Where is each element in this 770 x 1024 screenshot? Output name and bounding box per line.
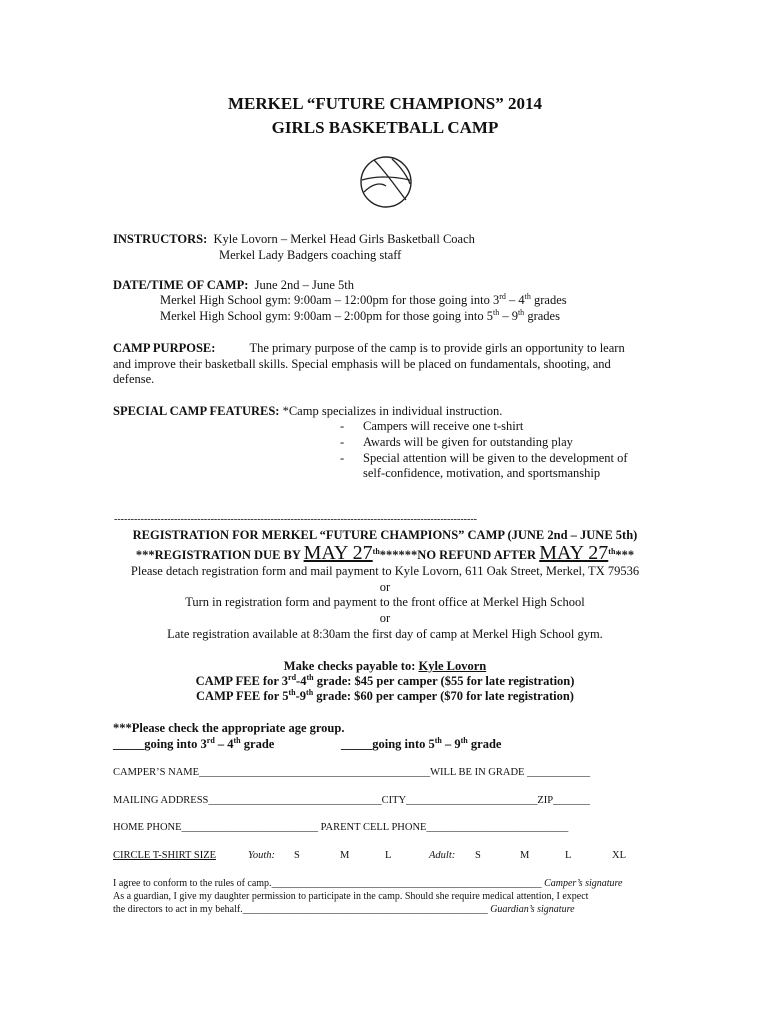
- grade-blank-field[interactable]: _____________: [361, 767, 431, 778]
- youth-size-s[interactable]: S: [294, 850, 300, 861]
- page-subtitle: GIRLS BASKETBALL CAMP: [271, 118, 499, 137]
- mailing-address-field[interactable]: _________________________________: [208, 795, 382, 806]
- instructors-line1: Kyle Lovorn – Merkel Head Girls Basketball Coach: [213, 232, 475, 246]
- instructors-line2: Merkel Lady Badgers coaching staff: [219, 248, 402, 262]
- camper-signature-field[interactable]: ______________________________________________________: [271, 878, 542, 889]
- purpose-line3: defense.: [113, 372, 155, 386]
- tshirt-size-label: CIRCLE T-SHIRT SIZE: [113, 850, 217, 861]
- page-title: MERKEL “FUTURE CHAMPIONS” 2014: [227, 94, 543, 113]
- adult-label: Adult:: [429, 850, 456, 861]
- city-label: CITY: [381, 795, 407, 806]
- features-row: [113, 404, 502, 419]
- registration-turn-in: Turn in registration form and payment to the front office at Merkel High School: [185, 595, 585, 609]
- mailing-address-label: MAILING ADDRESS: [113, 795, 209, 806]
- dates-line1: Merkel High School gym: 9:00am – 12:00pm for those going into 3rd – 4th grades: [160, 291, 567, 307]
- dates-label: DATE/TIME OF CAMP:: [113, 278, 249, 292]
- city-field[interactable]: _________________________: [406, 795, 538, 806]
- instructors-row: [113, 232, 475, 247]
- detach-divider: -------------------------------------------------------------------------------------------------------------: [114, 514, 477, 525]
- adult-size-l[interactable]: L: [565, 850, 572, 861]
- camper-signature-label: Camper’s signature: [544, 878, 623, 889]
- purpose-row: [113, 341, 625, 356]
- agreement-line2: As a guardian, I give my daughter permission to participate in the camp. Should she require medical attention, I expect: [113, 891, 589, 902]
- age-option-5-9[interactable]: _____going into 5th – 9th grade: [341, 735, 502, 751]
- home-phone-label: HOME PHONE: [113, 822, 182, 833]
- address-row: [113, 795, 590, 806]
- basketball-icon: [358, 154, 414, 210]
- payable-line: Make checks payable to: Kyle Lovorn: [283, 659, 487, 673]
- features-bullet: -: [340, 419, 345, 433]
- registration-due: ***REGISTRATION DUE BY MAY 27th******NO REFUND AFTER MAY 27th***: [135, 542, 635, 564]
- registration-mail: Please detach registration form and mail payment to Kyle Lovorn, 611 Oak Street, Merkel, TX 79536: [130, 564, 640, 578]
- purpose-label: CAMP PURPOSE:: [113, 341, 216, 355]
- dates-row: [113, 278, 354, 293]
- grade-label: WILL BE IN GRADE: [430, 767, 528, 778]
- camper-name-label: CAMPER’S NAME: [113, 767, 200, 778]
- registration-late: Late registration available at 8:30am the first day of camp at Merkel High School gym.: [167, 627, 603, 641]
- dates-line2: Merkel High School gym: 9:00am – 2:00pm for those going into 5th – 9th grades: [160, 307, 560, 323]
- features-item3-cont: self-confidence, motivation, and sportsmanship: [363, 466, 601, 480]
- agreement-line3: the directors to act in my behalf._________________________________________________ Guardian’s signature: [113, 904, 575, 915]
- features-bullet: -: [340, 435, 345, 449]
- age-group-heading: ***Please check the appropriate age group.: [113, 721, 345, 735]
- instructors-label: INSTRUCTORS:: [113, 232, 208, 246]
- adult-size-xl[interactable]: XL: [612, 850, 626, 861]
- parent-cell-field[interactable]: ___________________________: [426, 822, 569, 833]
- purpose-line1: The primary purpose of the camp is to provide girls an opportunity to learn: [249, 341, 625, 355]
- features-label: SPECIAL CAMP FEATURES:: [113, 404, 280, 418]
- dates-range: June 2nd – June 5th: [254, 278, 354, 292]
- youth-size-l[interactable]: L: [385, 850, 392, 861]
- registration-heading: REGISTRATION FOR MERKEL “FUTURE CHAMPIONS” CAMP (JUNE 2nd – JUNE 5th): [132, 528, 638, 542]
- camper-name-field[interactable]: _______________________________: [199, 767, 362, 778]
- camp-fee-2: CAMP FEE for 5th-9th grade: $60 per camper ($70 for late registration): [196, 687, 574, 703]
- purpose-line2: and improve their basketball skills. Special emphasis will be placed on fundamentals, shooting, and: [113, 357, 611, 371]
- agreement-line1: I agree to conform to the rules of camp.______________________________________________________ Camper’s signature: [113, 878, 623, 889]
- camper-name-row: [113, 767, 590, 778]
- adult-size-m[interactable]: M: [520, 850, 530, 861]
- features-intro: *Camp specializes in individual instruction.: [282, 404, 503, 418]
- zip-field[interactable]: _______: [553, 795, 590, 806]
- age-option-3-4[interactable]: _____going into 3rd – 4th grade: [113, 735, 275, 751]
- features-item3: Special attention will be given to the development of: [363, 451, 628, 465]
- youth-label: Youth:: [248, 850, 276, 861]
- registration-or: or: [379, 580, 391, 594]
- camp-fee-1: CAMP FEE for 3rd-4th grade: $45 per camper ($55 for late registration): [195, 672, 575, 688]
- features-item1: Campers will receive one t-shirt: [363, 419, 524, 433]
- guardian-signature-label: Guardian’s signature: [490, 904, 575, 915]
- zip-label: ZIP: [537, 795, 554, 806]
- youth-size-m[interactable]: M: [340, 850, 350, 861]
- registration-or: or: [379, 611, 391, 625]
- features-item2: Awards will be given for outstanding play: [363, 435, 573, 449]
- parent-cell-label: PARENT CELL PHONE: [318, 822, 427, 833]
- grade-field[interactable]: ____________: [527, 767, 591, 778]
- guardian-signature-field[interactable]: _________________________________________________: [242, 904, 488, 915]
- features-bullet: -: [340, 451, 345, 465]
- home-phone-field[interactable]: __________________________: [181, 822, 319, 833]
- adult-size-s[interactable]: S: [475, 850, 481, 861]
- phone-row: [113, 822, 568, 833]
